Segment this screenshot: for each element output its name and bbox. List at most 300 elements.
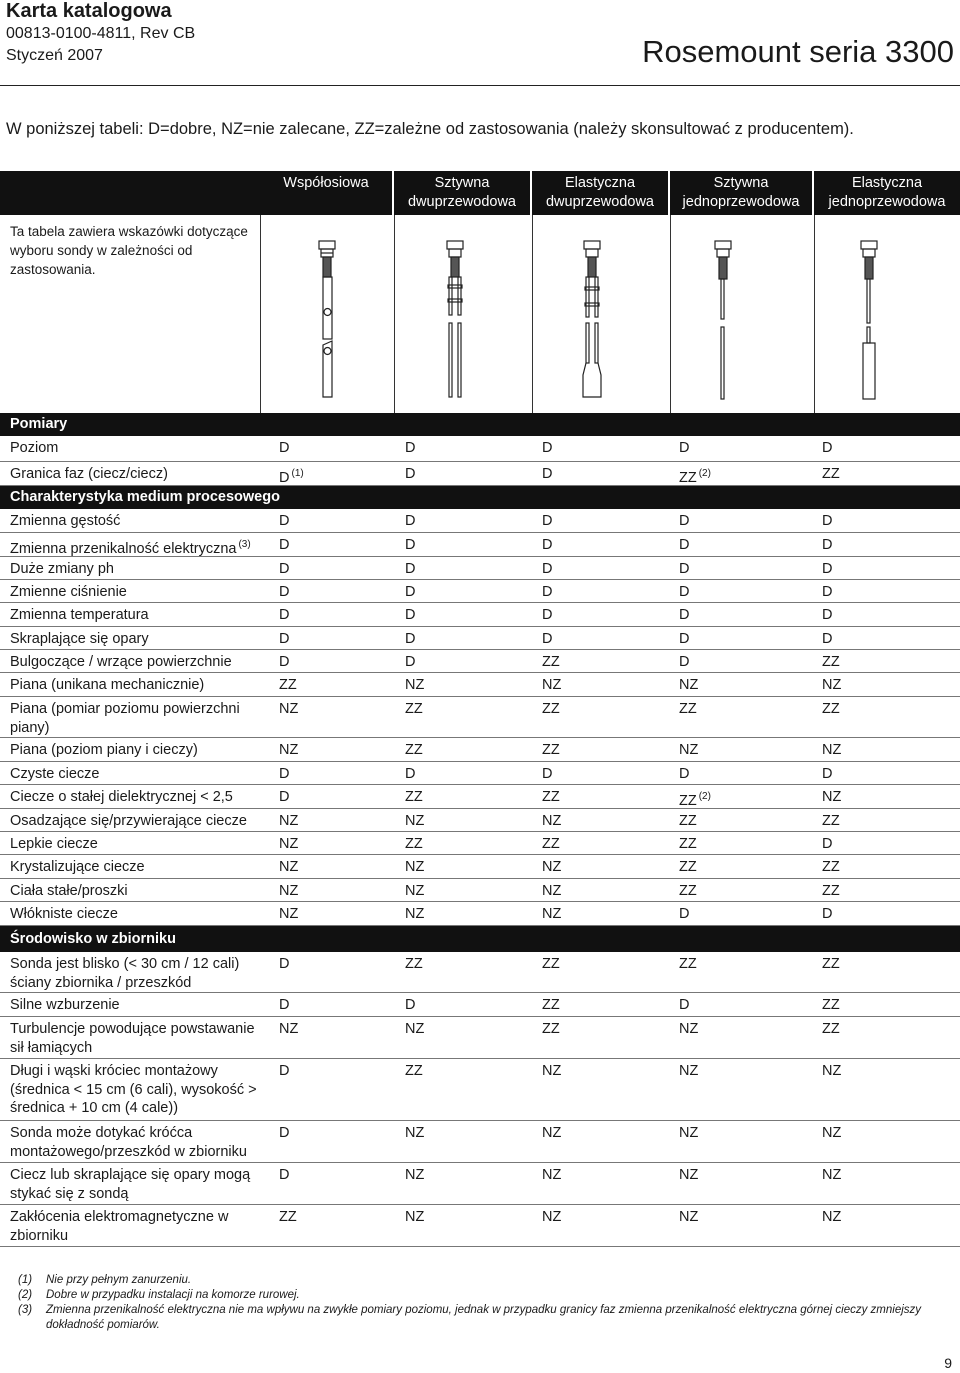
rating-value: D bbox=[279, 766, 290, 782]
rating-value: D bbox=[822, 537, 833, 553]
row-label-text: Turbulencje powodujące powstawanie sił łamiących bbox=[10, 1021, 255, 1056]
rating-cell bbox=[279, 465, 304, 488]
rating-cell bbox=[822, 1124, 841, 1143]
header-blank-cell bbox=[0, 171, 260, 215]
flexible-twin-probe-image bbox=[532, 215, 670, 415]
rating-value: D bbox=[405, 607, 416, 623]
row-label bbox=[10, 835, 262, 854]
rating-cell bbox=[405, 741, 423, 760]
rating-value: NZ bbox=[679, 1063, 699, 1079]
column-header-line1: Sztywna bbox=[434, 175, 490, 191]
rating-value: ZZ bbox=[405, 701, 423, 717]
row-label-text: Ciecze o stałej dielektrycznej < 2,5 bbox=[10, 789, 233, 805]
rating-cell bbox=[405, 583, 415, 602]
rating-cell bbox=[542, 560, 552, 579]
rating-cell bbox=[679, 700, 697, 719]
rating-value: NZ bbox=[405, 1209, 425, 1225]
rating-value: D bbox=[679, 440, 690, 456]
row-label bbox=[10, 765, 262, 784]
column-header-line1: Współosiowa bbox=[283, 175, 369, 191]
rating-cell bbox=[679, 536, 689, 555]
rating-value: D bbox=[822, 631, 833, 647]
rating-cell bbox=[679, 1208, 698, 1227]
rating-cell bbox=[679, 996, 689, 1015]
rating-value: NZ bbox=[679, 677, 699, 693]
rating-value: NZ bbox=[822, 1125, 842, 1141]
rating-value: D bbox=[405, 584, 416, 600]
row-label bbox=[10, 1208, 262, 1245]
column-header-rigid-twin bbox=[394, 171, 530, 215]
rating-cell bbox=[279, 955, 289, 974]
table-row bbox=[0, 1059, 960, 1121]
rating-value: ZZ bbox=[822, 701, 840, 717]
rating-cell bbox=[822, 465, 840, 484]
rating-cell bbox=[405, 1020, 424, 1039]
doc-type: Karta katalogowa bbox=[6, 0, 172, 22]
rating-cell bbox=[542, 835, 560, 854]
rating-cell bbox=[279, 741, 298, 760]
rating-cell bbox=[405, 1166, 424, 1185]
row-label bbox=[10, 700, 262, 737]
table-row bbox=[0, 1205, 960, 1247]
rating-value: D bbox=[279, 440, 290, 456]
row-label-text: Zmienna temperatura bbox=[10, 607, 149, 623]
rating-cell bbox=[679, 630, 689, 649]
row-label-text: Długi i wąski króciec montażowy (średnica < 15 cm (6 cali), wysokość > średnica + 10 cm (4 cale)) bbox=[10, 1063, 257, 1116]
rating-cell bbox=[822, 1166, 841, 1185]
row-label-text: Ciała stałe/proszki bbox=[10, 883, 128, 899]
rating-cell bbox=[822, 882, 840, 901]
rating-value: NZ bbox=[822, 1209, 842, 1225]
rating-value: NZ bbox=[279, 836, 299, 852]
footnote bbox=[18, 1303, 938, 1333]
table-row bbox=[0, 650, 960, 673]
rating-value: NZ bbox=[679, 1167, 699, 1183]
row-label bbox=[10, 583, 262, 602]
rating-cell bbox=[542, 741, 560, 760]
rating-value: ZZ bbox=[542, 997, 560, 1013]
rating-cell bbox=[679, 465, 711, 488]
rigid-twin-probe-image bbox=[394, 215, 532, 415]
rating-value: NZ bbox=[279, 1021, 299, 1037]
rating-value: NZ bbox=[542, 1209, 562, 1225]
footnote-number: (2) bbox=[18, 1289, 33, 1301]
row-label-text: Lepkie ciecze bbox=[10, 836, 98, 852]
table-row bbox=[0, 738, 960, 762]
rating-value: D bbox=[279, 513, 290, 529]
rating-cell bbox=[279, 512, 289, 531]
rating-cell bbox=[679, 1062, 698, 1081]
rating-cell bbox=[405, 1124, 424, 1143]
rating-value: NZ bbox=[542, 859, 562, 875]
row-label-text: Granica faz (ciecz/ciecz) bbox=[10, 466, 168, 482]
rating-value: NZ bbox=[822, 1167, 842, 1183]
rating-cell bbox=[679, 1124, 698, 1143]
row-label bbox=[10, 630, 262, 649]
rating-value: D bbox=[542, 766, 553, 782]
rating-value: ZZ bbox=[822, 466, 840, 482]
rating-cell bbox=[679, 788, 711, 811]
rating-cell bbox=[542, 465, 552, 484]
section-header: Pomiary bbox=[0, 413, 960, 436]
rating-value: D bbox=[405, 654, 416, 670]
rating-value: NZ bbox=[405, 883, 425, 899]
row-label bbox=[10, 1166, 262, 1203]
rating-cell bbox=[405, 700, 423, 719]
rating-value: D bbox=[822, 584, 833, 600]
rating-value: D bbox=[822, 766, 833, 782]
rating-value: NZ bbox=[405, 859, 425, 875]
rating-cell bbox=[279, 765, 289, 784]
row-label bbox=[10, 812, 262, 831]
row-label-text: Silne wzburzenie bbox=[10, 997, 120, 1013]
header-divider bbox=[0, 85, 960, 86]
rating-cell bbox=[405, 676, 424, 695]
rating-value: D bbox=[405, 440, 416, 456]
rating-value: D bbox=[542, 561, 553, 577]
rating-cell bbox=[279, 606, 289, 625]
rating-cell bbox=[822, 583, 832, 602]
rating-cell bbox=[279, 536, 289, 555]
row-label-text: Piana (poziom piany i cieczy) bbox=[10, 742, 198, 758]
rating-cell bbox=[542, 996, 560, 1015]
rating-cell bbox=[822, 676, 841, 695]
rating-cell bbox=[679, 882, 697, 901]
rating-value: ZZ bbox=[405, 1063, 423, 1079]
rating-cell bbox=[822, 512, 832, 531]
rating-cell bbox=[679, 676, 698, 695]
table-row bbox=[0, 533, 960, 557]
rating-cell bbox=[542, 788, 560, 807]
rating-cell bbox=[822, 996, 840, 1015]
rating-cell bbox=[405, 905, 424, 924]
rating-value: D bbox=[542, 537, 553, 553]
rating-cell bbox=[279, 676, 297, 695]
table-row bbox=[0, 902, 960, 926]
rating-value: D bbox=[405, 997, 416, 1013]
rating-cell bbox=[679, 439, 689, 458]
row-label-text: Czyste ciecze bbox=[10, 766, 100, 782]
rating-value: NZ bbox=[279, 859, 299, 875]
table-row bbox=[0, 673, 960, 697]
rating-value: D bbox=[822, 513, 833, 529]
rating-cell bbox=[279, 905, 298, 924]
row-label bbox=[10, 1062, 262, 1118]
rating-cell bbox=[279, 1166, 289, 1185]
row-label bbox=[10, 653, 262, 672]
rating-value: ZZ bbox=[542, 789, 560, 805]
rating-value: D bbox=[279, 561, 290, 577]
rating-value: ZZ bbox=[542, 701, 560, 717]
rating-cell bbox=[542, 536, 552, 555]
table-row bbox=[0, 436, 960, 462]
table-row bbox=[0, 832, 960, 855]
rating-value: D bbox=[822, 561, 833, 577]
rating-value: D bbox=[279, 631, 290, 647]
rating-cell bbox=[279, 1124, 289, 1143]
rating-value: ZZ bbox=[822, 654, 840, 670]
rating-value: D bbox=[279, 997, 290, 1013]
rating-value: NZ bbox=[405, 906, 425, 922]
rating-cell bbox=[822, 765, 832, 784]
rating-value: ZZ bbox=[279, 1209, 297, 1225]
rating-cell bbox=[405, 439, 415, 458]
rating-value: ZZ bbox=[405, 836, 423, 852]
rating-value: ZZ bbox=[679, 813, 697, 829]
table-row bbox=[0, 952, 960, 993]
table-row bbox=[0, 879, 960, 902]
rating-cell bbox=[405, 465, 415, 484]
column-header-line1: Elastyczna bbox=[564, 175, 636, 191]
rating-cell bbox=[279, 700, 298, 719]
flexible-single-probe-image bbox=[814, 215, 960, 415]
rating-value: D bbox=[822, 440, 833, 456]
rating-value: ZZ bbox=[679, 883, 697, 899]
rating-cell bbox=[679, 858, 697, 877]
column-header-flexible-single bbox=[814, 171, 960, 215]
rating-cell bbox=[542, 955, 560, 974]
rating-cell bbox=[405, 812, 424, 831]
rating-value: ZZ bbox=[679, 836, 697, 852]
row-label bbox=[10, 741, 262, 760]
rating-cell bbox=[679, 1020, 698, 1039]
rating-cell bbox=[679, 765, 689, 784]
rating-value: D bbox=[542, 631, 553, 647]
rating-value: ZZ bbox=[542, 742, 560, 758]
rating-cell bbox=[542, 858, 561, 877]
rating-value: ZZ bbox=[542, 1021, 560, 1037]
rating-value: D bbox=[279, 654, 290, 670]
rating-value: NZ bbox=[405, 1021, 425, 1037]
footnote-ref: (1) bbox=[291, 468, 304, 479]
rating-value: NZ bbox=[679, 1125, 699, 1141]
rating-value: NZ bbox=[679, 1021, 699, 1037]
footnote-ref: (2) bbox=[698, 468, 711, 479]
column-header-coaxial bbox=[260, 171, 392, 215]
rating-value: ZZ bbox=[679, 859, 697, 875]
table-row bbox=[0, 557, 960, 580]
rating-value: D bbox=[279, 470, 290, 486]
rating-cell bbox=[542, 765, 552, 784]
rating-cell bbox=[822, 788, 841, 807]
table-row bbox=[0, 509, 960, 533]
rating-value: ZZ bbox=[822, 956, 840, 972]
rating-cell bbox=[542, 1020, 560, 1039]
rating-cell bbox=[279, 439, 289, 458]
rating-cell bbox=[679, 583, 689, 602]
column-header-line1: Elastyczna bbox=[851, 175, 923, 191]
rating-value: D bbox=[405, 631, 416, 647]
row-label bbox=[10, 996, 262, 1015]
section-header: Charakterystyka medium procesowego bbox=[0, 486, 960, 509]
rating-value: D bbox=[279, 537, 290, 553]
rating-value: NZ bbox=[822, 677, 842, 693]
rating-value: D bbox=[822, 836, 833, 852]
rating-cell bbox=[279, 812, 298, 831]
row-label bbox=[10, 905, 262, 924]
rating-cell bbox=[542, 512, 552, 531]
rating-value: D bbox=[542, 584, 553, 600]
column-header-line2: dwuprzewodowa bbox=[545, 194, 654, 210]
table-row bbox=[0, 855, 960, 879]
rating-value: ZZ bbox=[542, 956, 560, 972]
rating-cell bbox=[542, 583, 552, 602]
rating-cell bbox=[542, 630, 552, 649]
rating-value: NZ bbox=[279, 906, 299, 922]
rating-value: D bbox=[279, 1167, 290, 1183]
rating-value: D bbox=[405, 766, 416, 782]
column-header-line2: jednoprzewodowa bbox=[682, 194, 800, 210]
rating-cell bbox=[405, 955, 423, 974]
footnote-number: (3) bbox=[18, 1304, 33, 1316]
rating-value: D bbox=[679, 654, 690, 670]
rating-value: D bbox=[542, 466, 553, 482]
row-label-text: Ciecz lub skraplające się opary mogą stykać się z sondą bbox=[10, 1167, 251, 1202]
row-label-text: Piana (pomiar poziomu powierzchni piany) bbox=[10, 701, 240, 736]
rating-cell bbox=[279, 858, 298, 877]
selection-table bbox=[0, 413, 960, 1247]
row-label bbox=[10, 439, 262, 458]
rating-cell bbox=[679, 955, 697, 974]
row-label-text: Osadzające się/przywierające ciecze bbox=[10, 813, 247, 829]
rating-value: NZ bbox=[542, 883, 562, 899]
footnote bbox=[18, 1288, 300, 1303]
rating-value: NZ bbox=[822, 1063, 842, 1079]
table-row bbox=[0, 1017, 960, 1059]
rating-value: D bbox=[405, 466, 416, 482]
row-label bbox=[10, 788, 262, 807]
rating-value: D bbox=[405, 513, 416, 529]
row-label bbox=[10, 1020, 262, 1057]
table-row bbox=[0, 785, 960, 809]
rating-value: D bbox=[679, 631, 690, 647]
rating-cell bbox=[405, 835, 423, 854]
rating-value: NZ bbox=[279, 701, 299, 717]
rating-cell bbox=[822, 905, 832, 924]
rating-value: ZZ bbox=[279, 677, 297, 693]
rating-cell bbox=[279, 788, 289, 807]
rating-cell bbox=[822, 653, 840, 672]
row-label-text: Włókniste ciecze bbox=[10, 906, 118, 922]
product-title: Rosemount seria 3300 bbox=[642, 34, 954, 69]
rating-cell bbox=[542, 676, 561, 695]
row-label bbox=[10, 536, 262, 559]
rating-value: D bbox=[679, 561, 690, 577]
rating-value: ZZ bbox=[405, 742, 423, 758]
row-label-text: Sonda jest blisko (< 30 cm / 12 cali) ściany zbiornika / przeszkód bbox=[10, 956, 240, 991]
rating-cell bbox=[822, 955, 840, 974]
rating-cell bbox=[405, 560, 415, 579]
rating-value: D bbox=[279, 1063, 290, 1079]
rating-cell bbox=[542, 882, 561, 901]
table-row bbox=[0, 1121, 960, 1163]
section-header: Środowisko w zbiorniku bbox=[0, 926, 960, 952]
rating-cell bbox=[822, 630, 832, 649]
rating-cell bbox=[405, 996, 415, 1015]
footnote-text: Nie przy pełnym zanurzeniu. bbox=[46, 1274, 192, 1286]
row-label-text: Zmienna przenikalność elektryczna bbox=[10, 541, 237, 557]
rating-value: NZ bbox=[542, 677, 562, 693]
rating-cell bbox=[279, 882, 298, 901]
rating-value: ZZ bbox=[542, 836, 560, 852]
rating-cell bbox=[679, 812, 697, 831]
rigid-single-probe-image bbox=[670, 215, 814, 415]
rating-cell bbox=[542, 439, 552, 458]
rating-value: D bbox=[679, 766, 690, 782]
rating-cell bbox=[405, 653, 415, 672]
rating-value: ZZ bbox=[679, 793, 697, 809]
rating-value: ZZ bbox=[679, 701, 697, 717]
row-label-text: Poziom bbox=[10, 440, 59, 456]
rating-value: D bbox=[405, 561, 416, 577]
footnote-ref: (2) bbox=[698, 791, 711, 802]
column-header-line2: jednoprzewodowa bbox=[828, 194, 946, 210]
rating-cell bbox=[542, 653, 560, 672]
rating-value: NZ bbox=[822, 742, 842, 758]
rating-value: NZ bbox=[542, 1063, 562, 1079]
rating-cell bbox=[542, 1062, 561, 1081]
rating-cell bbox=[279, 835, 298, 854]
intro-text: W poniższej tabeli: D=dobre, NZ=nie zalecane, ZZ=zależne od zastosowania (należy skonsultować z producentem). bbox=[6, 120, 854, 138]
rating-value: D bbox=[822, 607, 833, 623]
row-label bbox=[10, 1124, 262, 1161]
doc-date: Styczeń 2007 bbox=[6, 47, 103, 64]
footnote-number: (1) bbox=[18, 1274, 33, 1286]
rating-value: NZ bbox=[542, 1167, 562, 1183]
table-row bbox=[0, 603, 960, 627]
row-label-text: Skraplające się opary bbox=[10, 631, 149, 647]
rating-value: NZ bbox=[679, 742, 699, 758]
rating-cell bbox=[679, 606, 689, 625]
row-label-text: Zmienna gęstość bbox=[10, 513, 121, 529]
rating-cell bbox=[405, 606, 415, 625]
rating-cell bbox=[822, 700, 840, 719]
rating-cell bbox=[679, 653, 689, 672]
rating-cell bbox=[542, 1208, 561, 1227]
table-row bbox=[0, 993, 960, 1017]
rating-value: D bbox=[405, 537, 416, 553]
rating-cell bbox=[405, 512, 415, 531]
rating-cell bbox=[279, 583, 289, 602]
rating-value: NZ bbox=[405, 1167, 425, 1183]
row-label-text: Zmienne ciśnienie bbox=[10, 584, 127, 600]
row-label bbox=[10, 465, 262, 484]
footnote-text: Zmienna przenikalność elektryczna nie ma wpływu na zwykłe pomiary poziomu, jednak w przypadku granicy faz zmienna przenikalność elektryczna górnej cieczy zmniejszy dokładność pomiarów. bbox=[46, 1304, 922, 1331]
probe-header-row bbox=[0, 171, 960, 415]
rating-value: D bbox=[679, 997, 690, 1013]
rating-cell bbox=[279, 1062, 289, 1081]
page-number: 9 bbox=[944, 1355, 952, 1371]
row-label-text: Zakłócenia elektromagnetyczne w zbiorniku bbox=[10, 1209, 229, 1244]
rating-cell bbox=[822, 1020, 840, 1039]
rating-cell bbox=[405, 858, 424, 877]
rating-value: D bbox=[279, 956, 290, 972]
table-row bbox=[0, 809, 960, 832]
column-header-line1: Sztywna bbox=[713, 175, 769, 191]
rating-value: ZZ bbox=[542, 654, 560, 670]
rating-value: NZ bbox=[542, 906, 562, 922]
rating-value: D bbox=[279, 607, 290, 623]
rating-value: D bbox=[542, 607, 553, 623]
rating-cell bbox=[679, 512, 689, 531]
rating-value: ZZ bbox=[679, 956, 697, 972]
rating-value: NZ bbox=[279, 813, 299, 829]
row-label bbox=[10, 858, 262, 877]
row-label-text: Krystalizujące ciecze bbox=[10, 859, 145, 875]
rating-value: D bbox=[542, 440, 553, 456]
table-row bbox=[0, 627, 960, 650]
rating-cell bbox=[405, 536, 415, 555]
